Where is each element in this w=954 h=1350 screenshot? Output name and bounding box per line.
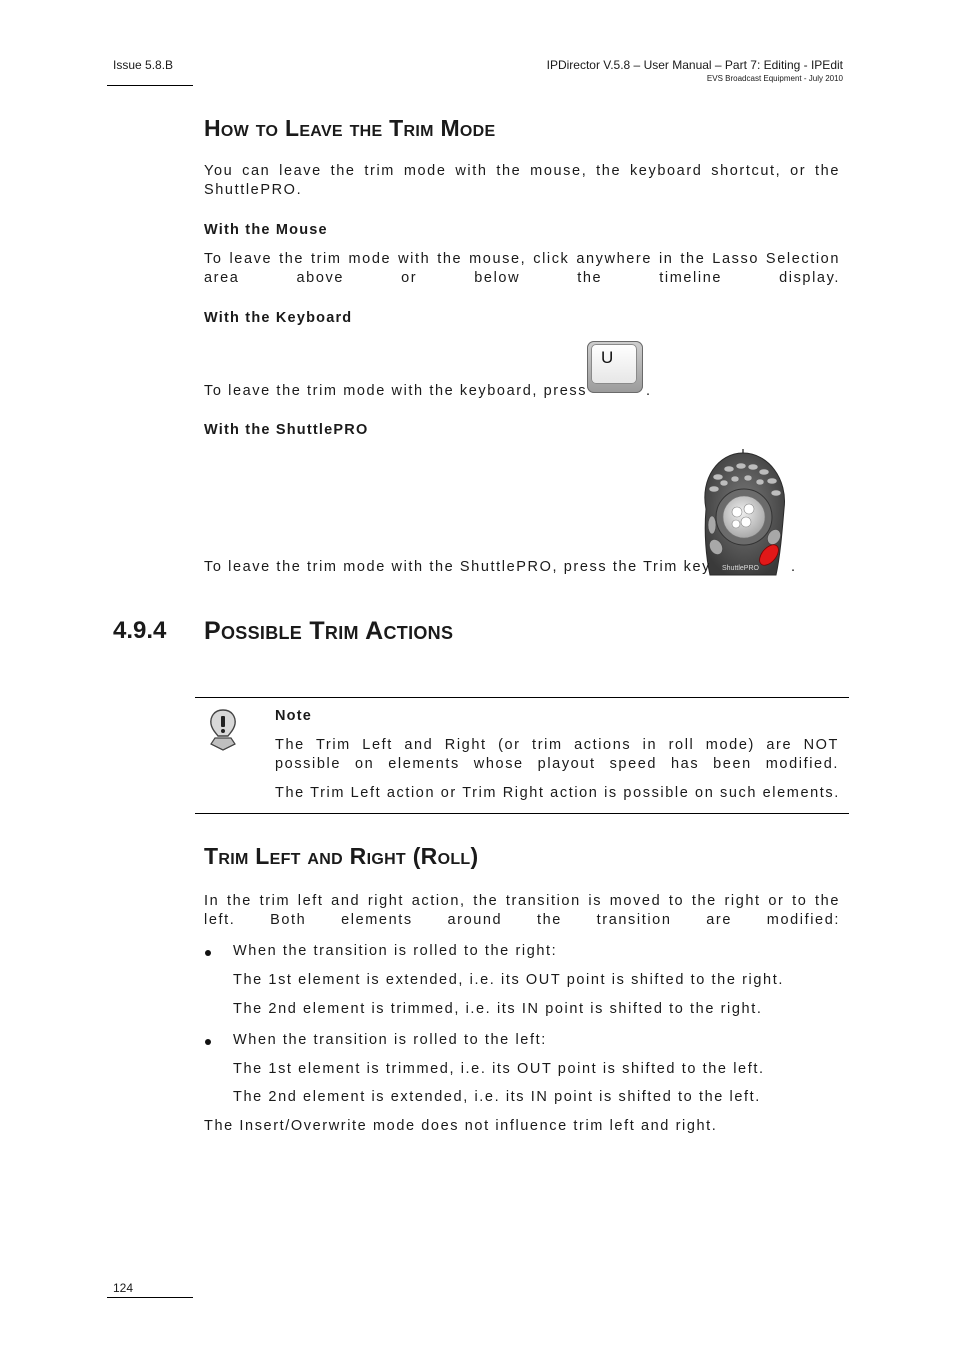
note-top-rule: [195, 697, 849, 698]
page-number: 124: [113, 1281, 134, 1295]
note-text-1: The Trim Left and Right (or trim actions in roll mode) are NOT possible on elements whose playout speed has been modified.: [275, 737, 839, 772]
key-label: U: [601, 348, 614, 367]
header-rule: [107, 85, 193, 86]
subheading-keyboard: With the Keyboard: [204, 310, 353, 326]
bullet-2-line-1: The 1st element is trimmed, i.e. its OUT point is shifted to the left.: [233, 1061, 765, 1077]
bullet-2-text: When the transition is rolled to the left:: [233, 1032, 547, 1048]
keyboard-text: To leave the trim mode with the keyboard, press: [204, 383, 588, 399]
u-key-icon: [587, 341, 643, 393]
footer-rule: [107, 1297, 193, 1298]
bullet-1-text: When the transition is rolled to the right:: [233, 943, 558, 959]
bullet-2-line-2: The 2nd element is extended, i.e. its IN point is shifted to the left.: [233, 1089, 761, 1105]
section-heading-possible-trim: Possible Trim Actions: [204, 617, 454, 645]
note-icon: [205, 708, 241, 752]
bullet-1-line-2: The 2nd element is trimmed, i.e. its IN point is shifted to the right.: [233, 1001, 763, 1017]
roll-intro: In the trim left and right action, the transition is moved to the right or to the left. Both elements around the transition are modified:: [204, 893, 840, 928]
shuttle-brand-label: ShuttlePRO: [722, 565, 759, 572]
bullet-1: [205, 950, 211, 956]
mouse-text: To leave the trim mode with the mouse, click anywhere in the Lasso Selection area above or below the timeline display.: [204, 251, 840, 286]
subheading-shuttlepro: With the ShuttlePRO: [204, 422, 369, 438]
roll-closing: The Insert/Overwrite mode does not influence trim left and right.: [204, 1118, 718, 1134]
section-number: 4.9.4: [113, 617, 167, 644]
section-heading-roll: Trim Left and Right (Roll): [204, 843, 479, 869]
section-heading-leave-trim: How to Leave the Trim Mode: [204, 115, 496, 141]
shuttlepro-period: .: [791, 559, 797, 575]
shuttlepro-text: To leave the trim mode with the ShuttlePRO, press the Trim key: [204, 559, 711, 575]
bullet-1-line-1: The 1st element is extended, i.e. its OUT point is shifted to the right.: [233, 972, 784, 988]
document-subtitle: EVS Broadcast Equipment - July 2010: [706, 74, 843, 83]
keyboard-period: .: [646, 383, 652, 399]
note-bottom-rule: [195, 813, 849, 814]
note-label: Note: [275, 708, 313, 724]
issue-label: Issue 5.8.B: [113, 58, 174, 72]
subheading-mouse: With the Mouse: [204, 222, 328, 238]
document-title: IPDirector V.5.8 – User Manual – Part 7: Editing - IPEdit: [546, 58, 843, 72]
note-text-2: The Trim Left action or Trim Right action is possible on such elements.: [275, 785, 840, 801]
bullet-2: [205, 1039, 211, 1045]
leave-trim-intro: You can leave the trim mode with the mouse, the keyboard shortcut, or the ShuttlePRO.: [204, 163, 840, 198]
